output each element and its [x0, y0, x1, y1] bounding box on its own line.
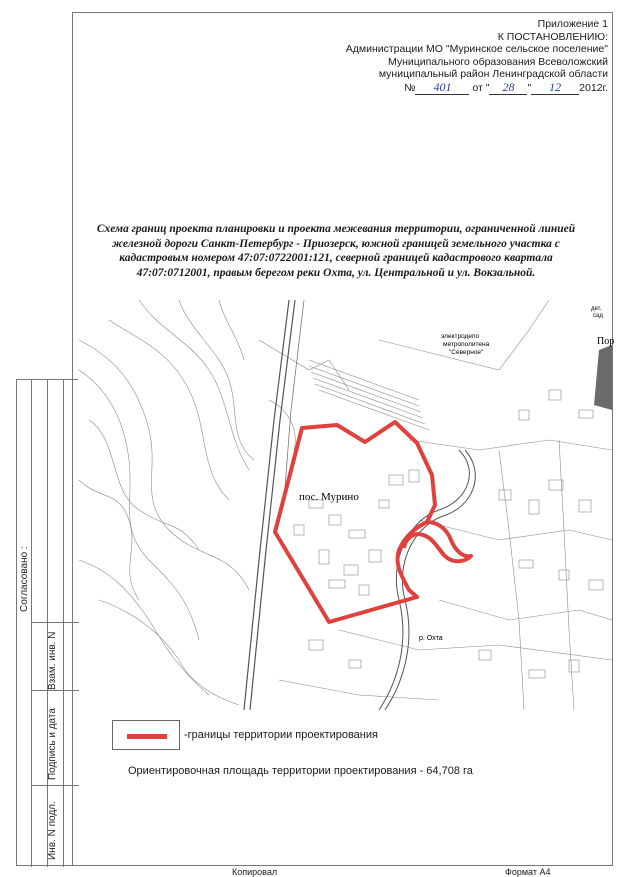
strip-divider: [31, 380, 32, 867]
header-line: Приложение 1: [537, 18, 608, 30]
document-header: [346, 18, 608, 95]
legend-swatch-box: [112, 720, 180, 750]
decree-year: 2012г.: [579, 81, 608, 94]
depot-label: электродепо: [441, 333, 480, 340]
side-stamp-strip: [16, 379, 78, 866]
decree-month: 12: [531, 81, 579, 95]
footer-copied: Копировал: [232, 867, 278, 877]
inv-replace-label: Взам. инв. N: [47, 631, 58, 690]
project-boundary: [275, 422, 435, 622]
header-line: Муниципального образования Всеволожский: [387, 55, 608, 68]
signature-date-label: Подпись и дата: [47, 708, 58, 780]
date-quote: ": [527, 81, 532, 94]
area-text: Ориентировочная площадь территории проектирования - 64,708 га: [128, 765, 473, 777]
map-canvas: [79, 300, 615, 710]
number-prefix: №: [404, 81, 416, 94]
site-map: [79, 300, 615, 710]
header-line: Администрации МО "Муринское сельское поселение": [345, 43, 608, 56]
strip-row-line: [31, 785, 79, 786]
title-line: кадастровым номером 47:07:0722001:121, северной границей кадастрового квартала: [119, 252, 553, 264]
legend-label: -границы территории проектирования: [184, 729, 378, 741]
legend-swatch-line: [127, 734, 167, 739]
header-line: К ПОСТАНОВЛЕНИЮ:: [497, 30, 608, 43]
title-line: 47:07:0712001, правым берегом реки Охта, ул. Центральной и ул. Вокзальной.: [136, 266, 536, 279]
decree-number-line: [346, 81, 608, 95]
settlement-label: Пор: [597, 336, 615, 347]
header-line: муниципальный район Ленинградской области: [378, 68, 608, 81]
agreed-label: Согласовано :: [19, 546, 30, 612]
date-prefix: от ": [472, 81, 490, 94]
document-title: [86, 222, 586, 280]
title-line: Схема границ проекта планировки и проекта межевания территории, ограниченной линией: [96, 223, 576, 235]
decree-number: 401: [415, 81, 469, 95]
depot-label: метрополитена: [443, 341, 490, 348]
strip-divider: [63, 380, 64, 867]
river-label: р. Охта: [419, 635, 443, 642]
depot-label: "Северное": [449, 349, 484, 356]
strip-divider: [47, 380, 48, 867]
footer-format: Формат A4: [505, 867, 551, 877]
title-line: железной дороги Санкт-Петербург - Приозерск, южной границей земельного участка с: [112, 237, 560, 250]
kindergarten-label: дет.: [591, 306, 602, 312]
strip-row-line: [31, 690, 79, 691]
inv-orig-label: Инв. N подл.: [47, 801, 58, 860]
dark-block: [594, 345, 612, 410]
strip-row-line: [31, 622, 79, 623]
town-label: пос. Мурино: [299, 491, 359, 503]
map-base-lines: [79, 300, 615, 710]
decree-day: 28: [489, 81, 527, 95]
kindergarten-label: сад: [593, 313, 603, 319]
